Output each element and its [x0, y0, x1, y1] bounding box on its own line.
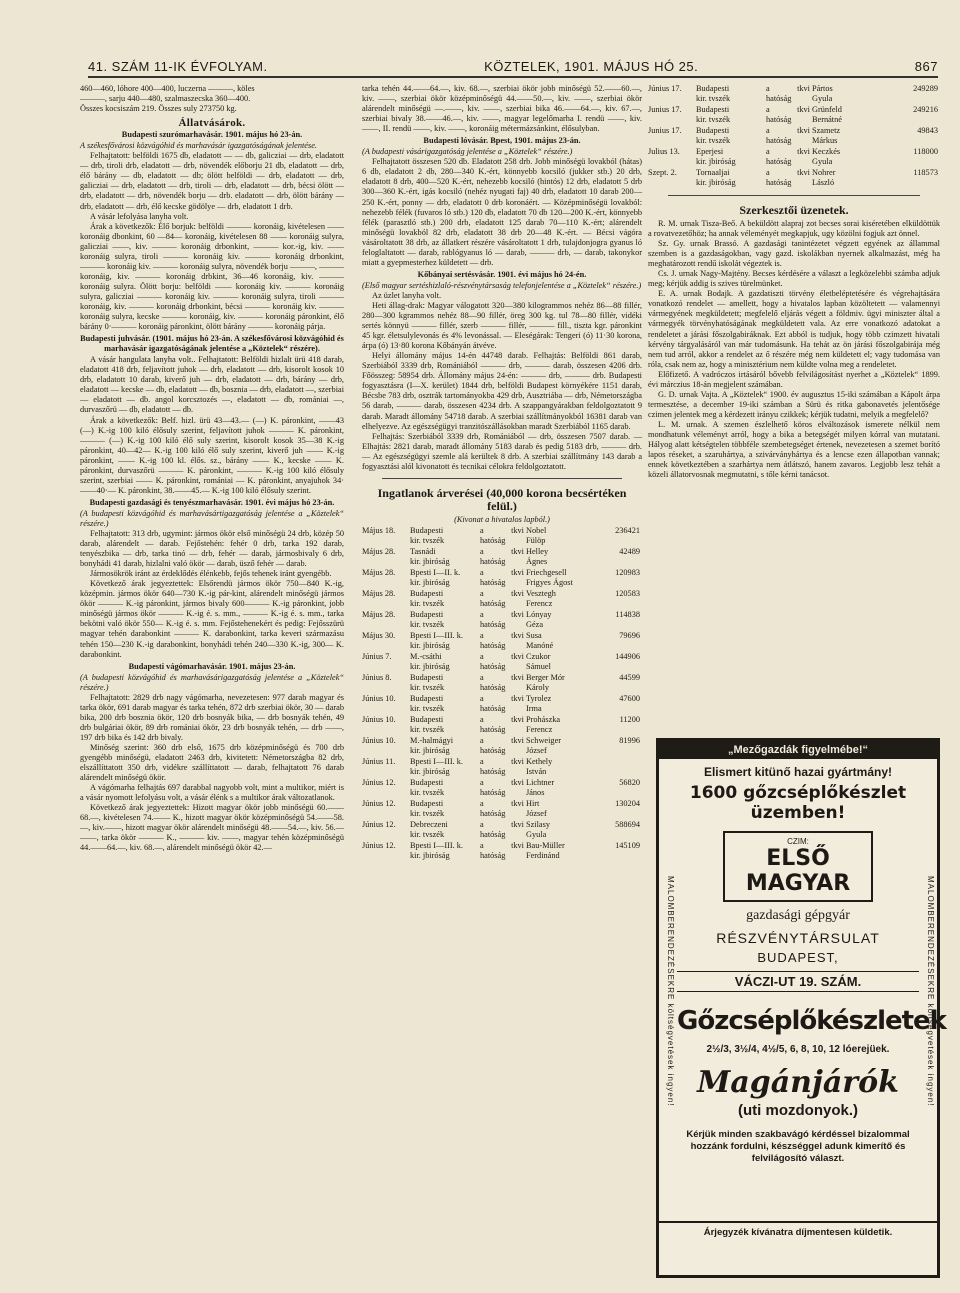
- auction-amount: 49843: [917, 126, 938, 135]
- auction-owner: [526, 652, 601, 673]
- auction-date: Június 11.: [362, 756, 396, 766]
- ad-logo-box: [723, 831, 873, 902]
- publication-date: KÖZTELEK, 1901. MÁJUS HÓ 25.: [484, 58, 699, 74]
- court-name: M.-halmágyi: [410, 735, 454, 745]
- auction-date: Június 17.: [648, 84, 682, 93]
- owner-given-name: Ágnes: [526, 556, 548, 566]
- report-body: Helyi állomány május 14-én 44748 darab. Felhajtás: Belföldi 861 darab, Szerbiából 3339 drb, Romániából ——— drb, ——— darab, összesen 4206 drb. Főösszeg: 58954 drb. Állomány május 24-én: ——— drb, ——— drb. Budapesti fogyasztásra (I—X. kerület) 1844 drb, belföldi Budapest környékére 1151 darab, Bécsbe 783 drb, osztrák tartományokba 429 drb, Ausztriába — drb, Németországba 56 darab, ——— darab, összesen 4234 drb. A szappangyárakban feldolgoztatott 9 darab. Maradt állomány 54718 darab. A szerbiai szállítmányokból 16381 darab van elhelyezve. Az egészségügyi tranzitószállásokban maradt Szerbiából 1165 darab.: [362, 351, 642, 431]
- auction-authority: a tkvi hatóság: [766, 84, 810, 103]
- court-type: kir. tvszék: [410, 535, 445, 545]
- auction-date: Június 12.: [362, 840, 396, 850]
- auction-date: Május 28.: [362, 546, 396, 556]
- court-name: Budapesti: [410, 798, 444, 808]
- court-type: kir. tvszék: [696, 115, 731, 124]
- auction-row: [362, 736, 642, 757]
- auction-owner: [526, 610, 601, 631]
- auction-amount: 47600: [619, 693, 640, 703]
- court-type: kir. jbiróság: [410, 556, 450, 566]
- court-name: Tasnádi: [410, 546, 436, 556]
- owner-given-name: József: [526, 808, 547, 818]
- court-type: kir. jbiróság: [410, 640, 450, 650]
- auction-court: [410, 589, 480, 610]
- auction-authority: a tkvi hatóság: [766, 147, 810, 166]
- auction-owner: [526, 694, 601, 715]
- advertisement: [656, 738, 946, 1278]
- report-source: (A budapesti közvágóhid és marhavásárigazgatóság jelentése a „Köztelek“ részére.): [80, 672, 344, 692]
- auction-owner: [526, 841, 601, 862]
- auction-court: [696, 147, 766, 168]
- auction-court: [696, 168, 766, 189]
- auction-court: [410, 799, 480, 820]
- auction-court: [410, 526, 480, 547]
- owner-given-name: Gyula: [812, 94, 833, 103]
- owner-name: Czukor: [526, 651, 551, 661]
- owner-name: Lónyay: [526, 609, 552, 619]
- court-type: kir. tvszék: [410, 619, 445, 629]
- owner-given-name: Gyula: [526, 829, 547, 839]
- owner-name: Vesztegh: [526, 588, 556, 598]
- report-heading: Budapesti juhvásár. (1901. május hó 23-án. A székesfővárosi közvágóhid és marhavásár igazgatóságának jelentése a „Köztelek“ részére).: [80, 334, 344, 354]
- court-name: Bpesti I—III. k.: [410, 756, 463, 766]
- ad-claim: Elismert kitünő hazai gyártmány!: [703, 765, 893, 779]
- court-name: Bpesti I—II. k.: [410, 567, 461, 577]
- court-type: kir. jbiróság: [410, 577, 450, 587]
- owner-given-name: László: [812, 178, 835, 187]
- owner-given-name: Ferdinánd: [526, 850, 560, 860]
- auction-court: [696, 126, 766, 147]
- court-type: kir. tvszék: [410, 829, 445, 839]
- auction-authority: a tkvi hatóság: [480, 777, 524, 797]
- auction-amount: 11200: [619, 714, 640, 724]
- auction-owner: [812, 105, 882, 126]
- court-type: kir. jbiróság: [696, 178, 736, 187]
- editor-message: Előfizető. A vadróczos irtásáról bővebb felvilágosítást nyerhet a „Köztelek“ 1899. évi márczius 18-án megjelent számában.: [648, 369, 940, 389]
- report-body: A vágómarha felhajtás 697 darabbal nagyobb volt, mint a multikor, miért is a vásár nyomott lefolyásu volt, a vásár élénk s a multikor árak változatlanok.: [80, 783, 344, 803]
- auction-amount: 130204: [615, 798, 640, 808]
- ad-note: Kérjük minden szakbavágó kérdéssel bizalommal hozzánk fordulni, készséggel adunk kimerítő és felvilágosító választ.: [686, 1129, 910, 1164]
- owner-name: Prohászka: [526, 714, 561, 724]
- livestock-reports: [80, 130, 344, 853]
- auction-authority: a tkvi hatóság: [480, 567, 524, 587]
- auction-authority: a tkvi hatóság: [480, 651, 524, 671]
- court-name: Bpesti I—III. k.: [410, 630, 463, 640]
- auction-owner: [812, 168, 882, 189]
- report-body: Árak a következők: Élő borjuk: belföldi ——— koronáig, kivételesen —— koronáig dbonkint, 60 —84— koronáig, kivételesen 88 —— koronáig sulyra, galicziai ——, kiv. ——— koronáig drbonkint, ——— kor.-ig, kiv. —— koronáig sulyra, tiroli ——— koronáig kiv. ——— koronáig drbonkint, ——— koronáig kiv. ——— koronáig sulyra, növendék borju ———, ——— koronáig, kiv. ——— koronáig drbkint, 36—46 koronáig, kiv. ——— koronáig sulyra. Ölött borju: belföldi —— koronáig kiv. ——— koronáig sulyra, galicziai ——— koronáig kiv. ——— koronáig sulyra, tiroli ——— koronáig, kiv. ——— koronáig drbonkint, bécsi ——— koronáig kiv. ——— koronáig sulyra, kecske ——— koronáig, kiv. ——— koronáig páronkint, élő bárány 0·——— koronáig páronkint, ölött bárány ——— koronáig párja.: [80, 221, 344, 332]
- auction-court: [410, 673, 480, 694]
- owner-given-name: Manóné: [526, 640, 554, 650]
- auction-row: [362, 652, 642, 673]
- column-right: [648, 84, 940, 480]
- report-body: Felhajtatott: 313 drb, ugymint: jármos ökör első minőségü 24 drb, közép 50 darab, alárendelt — darab. Fejőstehén: fehér 0 drb, tarka 192 darab, tenyészbika — drb, tarka tinó — drb, fehér — darab, jármosbivaly 6 drb, bonyhádi 41 darab, hizlalni való ökör — darab, üsző fehér — darab.: [80, 529, 344, 569]
- court-name: Debreczeni: [410, 819, 448, 829]
- ad-side-text-left: MALOMBERENDEZÉSEKRE költségvetések ingyen!: [666, 875, 675, 1107]
- owner-given-name: Ferencz: [526, 598, 553, 608]
- court-name: Budapesti: [696, 84, 730, 93]
- auction-authority: a tkvi hatóság: [480, 819, 524, 839]
- owner-given-name: Bernátné: [812, 115, 842, 124]
- court-name: Budapesti: [410, 525, 444, 535]
- owner-given-name: Sámuel: [526, 661, 551, 671]
- auction-date: Junius 17.: [648, 105, 682, 114]
- auction-date: Május 28.: [362, 588, 396, 598]
- owner-name: Szametz: [812, 126, 841, 135]
- auction-row: [362, 568, 642, 589]
- intro-line: 460—460, lóhore 400—400, luczerna ———, köles: [80, 84, 255, 93]
- report-heading: Budapesti lóvásár. Bpest, 1901. május 23-án.: [423, 136, 581, 146]
- auction-owner: [526, 631, 601, 652]
- auction-date: Május 18.: [362, 525, 396, 535]
- owner-given-name: József: [526, 745, 547, 755]
- court-type: kir. tvszék: [696, 136, 731, 145]
- court-type: kir. tvszék: [410, 787, 445, 797]
- ad-address: VÁCZI-UT 19. SZÁM.: [677, 971, 919, 992]
- auction-amount: 114838: [615, 609, 640, 619]
- court-type: kir. tvszék: [410, 724, 445, 734]
- auction-authority: a tkvi hatóság: [480, 546, 524, 566]
- court-name: Budapesti: [410, 693, 444, 703]
- auction-authority: a tkvi hatóság: [766, 105, 810, 124]
- auction-authority: a tkvi hatóság: [766, 126, 810, 145]
- court-name: Eperjesi: [696, 147, 724, 156]
- report-body: Felhajtás: Szerbiából 3339 drb, Romániából — drb, összesen 7507 darab. — Elhajtás: 2821 darab, maradt állomány 5183 darab és pedig 5183 drb, ——— drb. — Az egészségügyi szemle alá kerültek 8 drb. A szerbiai szállítmány 143 darab a fogyasztási alól kivonatott és tecnikai célokra feldolgoztatott.: [362, 431, 642, 471]
- owner-given-name: Márkus: [812, 136, 838, 145]
- auction-court: [410, 694, 480, 715]
- auction-date: Szept. 2.: [648, 168, 677, 177]
- market-intro: [80, 84, 344, 114]
- auction-amount: 79696: [619, 630, 640, 640]
- auction-date: Június 7.: [362, 651, 392, 661]
- owner-given-name: Irma: [526, 703, 542, 713]
- auction-amount: 249216: [913, 105, 938, 114]
- owner-given-name: Károly: [526, 682, 550, 692]
- auction-row: [362, 841, 642, 862]
- auction-authority: a tkvi hatóság: [480, 756, 524, 776]
- auction-owner: [526, 673, 601, 694]
- auction-amount: 56820: [619, 777, 640, 787]
- owner-name: Schweiger: [526, 735, 562, 745]
- auction-court: [696, 84, 766, 105]
- auction-court: [410, 757, 480, 778]
- court-name: Bpesti I—III. k.: [410, 840, 463, 850]
- auction-owner: [812, 84, 882, 105]
- court-type: kir. jbiróság: [410, 745, 450, 755]
- report-body: Következő árak jegyeztettek: Hizott magyar ökör jobb minőségü 60.——68.—, kivételesen 74.—— K., hizott magyar ökör középminőségü 54.——58.—, kiv.——, hizott magyar ökör alárendelt minőségü 48.——54.—, kiv. 56.— ——, tarka ökör ——— K., ——— kiv. ——, magyar tehén középminőségü 44.——64.—, kiv. 68.—, alárendelt minőségü ökör 42.—: [80, 803, 344, 853]
- owner-name: Keczkés: [812, 147, 841, 156]
- auction-subtitle: (Kivonat a hivatalos lapból.): [454, 514, 550, 524]
- auction-amount: 42489: [619, 546, 640, 556]
- auction-court: [410, 736, 480, 757]
- auction-date: Május 28.: [362, 567, 396, 577]
- auction-owner: [526, 757, 601, 778]
- report-heading: Kőbányai sertésvásár. 1901. évi május hó 24-én.: [417, 269, 587, 279]
- owner-given-name: Géza: [526, 619, 544, 629]
- auction-authority: a tkvi hatóság: [480, 735, 524, 755]
- auction-owner: [526, 820, 601, 841]
- ad-footer: Árjegyzék kívánatra díjmentesen küldetik.: [659, 1221, 937, 1275]
- auction-row: [648, 105, 940, 126]
- auction-amount: [601, 757, 642, 778]
- column-left: [80, 84, 344, 854]
- auction-table-continued: [648, 84, 940, 189]
- market-reports: [362, 136, 642, 472]
- auction-date: Június 12.: [362, 777, 396, 787]
- owner-name: Pártos: [812, 84, 833, 93]
- auction-amount: 81996: [619, 735, 640, 745]
- report-body: A vásár lefolyása lanyha volt.: [90, 211, 189, 221]
- report-heading: Budapesti vágómarhavásár. 1901. május 23-án.: [128, 661, 296, 671]
- auction-authority: a tkvi hatóság: [480, 630, 524, 650]
- report-source: (A budapesti közvágóhid és marhavásártigazgatóság jelentése a „Köztelek“ részére.): [80, 508, 344, 528]
- report-source: (A budapesti vásárigazgatóság jelentése a „Köztelek“ részére.): [362, 147, 573, 157]
- owner-name: Susa: [526, 630, 542, 640]
- auction-owner: [526, 715, 601, 736]
- auction-date: Június 12.: [362, 798, 396, 808]
- report-body: Felhajtatott: belföldi 1675 db, eladatott — — db, galicziai — drb, eladatott — drb, tiroli drb, eladatott — drb, növendék előborju 21 db, eladatott — drb, élő bárány — db, eladatott — db; ölött belföldi — drb, eladatott — drb, galicziai — drb, eladatott — drb, tiroli — drb, eladatott — drb, bécsi ölött — drb, eladatott — drb, növendék borju — drb. eladatott — drb, ölött bárány — drb, eladatott — drb, élő kecske gödölye — drb, eladatott 1 drb.: [80, 151, 344, 211]
- report-body: Következő árak jegyeztettek: Elsőrendü jármos ökör 750—840 K.-ig, középmin. jármos ökör 640—730 K.-ig pár-kint, alárendelt minőségü jármos ökör ——— K.-ig páronkint, jármos bivaly 600——— K.-ig páronkint, jobb minőségü jármos ökör ——— K.-ig é. s. mm., ——— K.-ig é. s. mm., tarka bekötni való ökör 550— K.-ig é. s. mm. Fejőstehenekért és pedig: Fejősszürü magyar tehén darabonkint ——— K. darabonkint, tarka keveri származásu tehén 150—230 K.-ig darabonkint, bonyhádi tehén 240—330 K.-ig, 300— K. darabonkint.: [80, 579, 344, 659]
- owner-given-name: Fülöp: [526, 535, 546, 545]
- auction-owner: [526, 589, 601, 610]
- ad-product-sizes: 2½/3, 3½/4, 4½/5, 6, 8, 10, 12 lóerejüek.: [706, 1044, 890, 1055]
- auction-owner: [812, 126, 882, 147]
- auction-row: [362, 610, 642, 631]
- auction-owner: [526, 568, 601, 589]
- auction-court: [410, 568, 480, 589]
- auction-amount: 236421: [615, 525, 640, 535]
- owner-name: Bau-Müller: [526, 840, 565, 850]
- editor-message: E. A. urnak Bodajk. A gazdatiszti törvény életbeléptetésére és végrehajtására vonatkozó rendelet — amellett, hogy a hivatalos lapban közöltetett — valamennyi vármegyének megküldetett; megfelelő eljárás végett a földmiv. ügyi miniszter által a vármegyék törvényhatóságának megküldetett vala. Az erre vonatkozó adatokat a rendeletet a járási főszolgabiráknak. Ezt abból is tudjuk, hogy több czimzett hivatali kérvény tárgyalásáról van már tudomásunk. Ha tehát az ön járási főszolgabirája még nem tud arról, akkor a rendelet az ő részére még nem küldetett el; vagy tudomása van róla, csak nem az, hogy a minisztérium nem küldte volna meg a rendeletet.: [648, 289, 940, 369]
- auction-date: Június 10.: [362, 693, 396, 703]
- owner-name: Nobel: [526, 525, 547, 535]
- auction-row: [648, 84, 940, 105]
- report-body: Az üzlet lanyha volt.: [372, 290, 442, 300]
- owner-given-name: Frigyes Ágost: [526, 577, 573, 587]
- owner-name: Grünfeld: [812, 105, 842, 114]
- court-type: kir. tvszék: [410, 682, 445, 692]
- court-name: Tornaaljai: [696, 168, 730, 177]
- auction-row: [362, 757, 642, 778]
- auction-owner: [526, 736, 601, 757]
- court-type: kir. jbiróság: [410, 661, 450, 671]
- ad-city: BUDAPEST,: [757, 950, 839, 965]
- ad-claim-count: 1600 gőzcséplőkészlet üzemben!: [689, 783, 907, 823]
- auction-owner: [526, 547, 601, 568]
- report-source: (Első magyar sertéshizlaló-részvénytársaság telefonjelentése a „Köztelek“ részére.): [362, 280, 642, 290]
- court-name: Budapesti: [410, 777, 444, 787]
- auction-authority: a tkvi hatóság: [480, 609, 524, 629]
- auction-court: [410, 610, 480, 631]
- ad-product-title: Gőzcséplőkészletek: [677, 1006, 946, 1036]
- owner-name: Tyrolez: [526, 693, 552, 703]
- court-name: Budapesti: [410, 588, 444, 598]
- auction-amount: 588694: [615, 819, 640, 829]
- auction-owner: [812, 147, 882, 168]
- ad-logo-label: CZIM:: [787, 837, 809, 846]
- auction-date: Julius 13.: [648, 147, 680, 156]
- auction-row: [362, 547, 642, 568]
- report-body: Heti állag-drak: Magyar válogatott 320—380 kilogrammos nehéz 86—88 fillér, 280—300 kgrammos nehéz 88—90 fillér, öreg 300 kg. tul 78—80 fillér, vidéki sertés könnyü ——— fillér, szerb ——— fillér, ——— fill., tiszta kgr. páronkint 45 kgr. életsulylevonás és 4% levonással. — Eleségárak: Tengeri (ó) 11·30 korona, árpa (ó) 13·80 korona Kőbányán átvéve.: [362, 300, 642, 351]
- owner-given-name: István: [526, 766, 547, 776]
- ad-product2-note: (uti mozdonyok.): [738, 1102, 858, 1119]
- auction-row: [362, 694, 642, 715]
- cattle-prices-continued: tarka tehén 44.——64.—, kiv. 68.—, szerbiai ökör jobb minőségü 52.——60.—, kiv. ——, szerbiai ökör középminőségü 44.——50.—, kiv. ——, szerbiai ökör alárendelt minőségü —.——, kiv. ——, szerbiai bika 46.——64.—, kiv. 67.—, szerbiai bivaly 38.——46.—, kiv. ——, magyar legelőmarha I. rendü ——, kiv. ——, II. rendü ——, kiv. ——, koronáig métermázsánkint, élősulyban.: [362, 84, 642, 134]
- auction-row: [362, 778, 642, 799]
- intro-line: ———, sarju 440—480, szalmaszecska 360—400.: [80, 94, 251, 104]
- auction-authority: a tkvi hatóság: [480, 693, 524, 713]
- auction-row: [648, 168, 940, 189]
- auction-title: Ingatlanok árverései (40,000 korona becsértéken felül.): [377, 485, 627, 513]
- court-name: Budapesti: [410, 609, 444, 619]
- report-heading: Budapesti szurómarhavásár. 1901. május hó 23-án.: [121, 130, 303, 140]
- ad-company-type: gazdasági gépgyár: [746, 908, 850, 923]
- auction-authority: a tkvi hatóság: [480, 840, 524, 860]
- page-number: 867: [914, 58, 938, 74]
- court-name: Budapesti: [410, 672, 444, 682]
- court-name: M.-csáthi: [410, 651, 442, 661]
- court-type: kir. tvszék: [410, 598, 445, 608]
- auction-date: Június 8.: [362, 672, 392, 682]
- auction-row: [362, 799, 642, 820]
- court-type: kir. tvszék: [696, 94, 731, 103]
- auction-amount: 118573: [913, 168, 938, 177]
- owner-given-name: Ferencz: [526, 724, 553, 734]
- auction-amount: 118000: [913, 147, 938, 156]
- auction-date: Június 10.: [362, 735, 396, 745]
- auction-owner: [526, 799, 601, 820]
- auction-table: [362, 526, 642, 862]
- auction-court: [410, 631, 480, 652]
- auction-amount: 44599: [619, 672, 640, 682]
- auction-row: [362, 820, 642, 841]
- court-name: Budapesti: [696, 126, 730, 135]
- ad-company-form: RÉSZVÉNYTÁRSULAT: [716, 930, 880, 946]
- editor-messages: [648, 219, 940, 480]
- owner-given-name: János: [526, 787, 545, 797]
- auction-court: [410, 715, 480, 736]
- auction-date: Június 12.: [362, 819, 396, 829]
- editor-message: G. D. urnak Vajta. A „Köztelek“ 1900. év augusztus 15-iki számában a Kápolt árpa termesztése, a december 19-iki számban a Sürü és ritka gabonavetés jelentősége czimen jelentek meg a kérdezett irányu czikkek; kérjük tudatni, melyik a megfelelő?: [648, 389, 940, 419]
- report-body: Felhajtatott összesen 520 db. Eladatott 258 drb. Jobb minőségü lovakból (hátas) 6 db, eladatott 2 db, 280—340 K.-ért, könnyebb kocsiló (jukker stb.) 20 drb, eladatott 8 drb, 400—520 K.-ért, nehezebb kocsiló (hintós) 12 drb, eladatott 5 drb 300—360 K.-ért, igás kocsiló (nehéz nyugati faj) 40 drb, eladatott 10 darab 200—250 K.-ért, ponny — drb, eladatott 0 drb koronáért. — Középminőségü lovakból: nehezebb félék (fuvaros ló stb.) 120 db, eladatott 70 db 120—200 K.-ért, könnyebb félék (parasztló stb.) 200 drb, eladatott 125 darab 70—110 K.-ért; alárendelt minőségü lovakból 82 drb, eladatott 38 drb 20—48 K.-ért. — Bécsi vágóra vásároltatott 38 drb, az állatkert részére vásároltatott 1 drb, tulajdonjogra gyanus ló feloglaltatott — darab, rablógyanus ló — darab, ——— drb, — darab, takonykor miatt a gyepmesterhez küldetett — drb.: [362, 157, 642, 267]
- court-name: Budapesti: [410, 714, 444, 724]
- divider: [668, 195, 920, 196]
- auction-court: [410, 820, 480, 841]
- owner-name: Berger Mór: [526, 672, 565, 682]
- intro-line: Összes kocsiszám 219. Összes suly 273750 kg.: [80, 104, 237, 114]
- issue-number: 41. SZÁM 11-IK ÉVFOLYAM.: [88, 58, 268, 74]
- auction-row: [362, 589, 642, 610]
- ad-product2-title: Magánjárók: [697, 1065, 899, 1100]
- court-type: kir. jbiróság: [410, 766, 450, 776]
- auction-court: [410, 778, 480, 799]
- auction-authority: a tkvi hatóság: [766, 168, 810, 187]
- auction-authority: a tkvi hatóság: [480, 525, 524, 545]
- auction-court: [410, 547, 480, 568]
- report-heading: Budapesti gazdasági és tenyészmarhavásár. 1901. évi május hó 23-án.: [89, 497, 335, 507]
- owner-name: Kethely: [526, 756, 553, 766]
- auction-court: [410, 652, 480, 673]
- auction-court: [696, 105, 766, 126]
- editor-message: Sz. Gy. urnak Brassó. A gazdasági tanintézetet végzett egyének az állammal szemben is a gazdaságokban, vagy gazd. iskolákban nyernek alkalmazást, még ha meghatározott rendű iskolát végeztek is.: [648, 239, 940, 269]
- owner-name: Nohrer: [812, 168, 836, 177]
- court-name: Budapesti: [696, 105, 730, 114]
- ad-company-name: ELSŐ MAGYAR: [745, 846, 851, 896]
- auction-owner: [526, 526, 601, 547]
- owner-given-name: Gyula: [812, 157, 833, 166]
- auction-date: Május 28.: [362, 609, 396, 619]
- section-title-editor-messages: Szerkesztői üzenetek.: [739, 203, 849, 217]
- court-type: kir. tvszék: [410, 808, 445, 818]
- auction-court: [410, 841, 480, 862]
- owner-name: Friechgesell: [526, 567, 567, 577]
- auction-amount: 249289: [913, 84, 938, 93]
- editor-message: Cs. J. urnak Nagy-Majtény. Becses kérdésére a választ a legközelebbi számba adjuk meg; kérjük addig is szives türelmünket.: [648, 269, 940, 289]
- divider: [382, 478, 622, 479]
- auction-row: [362, 673, 642, 694]
- report-body: A vásár hangulata lanyha volt.. Felhajtatott: Belföldi hizlalt ürü 418 darab, eladatott 418 drb, feljavított juhok — drb, eladatott — drb, kisorolt kosok 10 drb, eladatott 10 darab, kiverő juh — drb, eladatott — drb, bárány — drb, eladatott — kecske — db, eladatott — db, bosznia — drb, eladatott —, szerbiai — eladatott — db. angol korcsztozés —, eladatott — db, romániai —, durvaszőrü — db, eladatott — db.: [80, 355, 344, 415]
- auction-authority: a tkvi hatóság: [480, 588, 524, 608]
- report-body: Árak a következők: Belf. hizl. ürü 43—43.— (—) K. páronkint, ——43 (—) K.-ig 100 kiló élősuly szerint, feljavított juhok ——— K. páronkint, ——— (—) K.-ig 100 kiló élő suly szerint, kisorolt kosok 35—38 K.-ig páronkint, 40—42— K.-ig 100 kiló élő suly szerint, kiverő juh —— K.-ig páronkint, —— K.-ig 100 kl. élős. sz., bárány —— K., kecske —— K. páronkint, durvaszőrü ——— K. páronkint, ——— K.-ig 100 kiló élősuly szerint, szerbiai —— K. páronkint, romániai — K. páronkint, anyajuhok 34·——40·— K. páronkint, 38.——45.— K.-ig 100 kiló élősuly szerint.: [80, 415, 344, 495]
- auction-amount: 120583: [615, 588, 640, 598]
- auction-date: Junius 17.: [648, 126, 682, 135]
- section-title-allatvasarok: Állatvásárok.: [178, 117, 246, 130]
- column-middle: [362, 84, 642, 862]
- auction-row: [362, 715, 642, 736]
- auction-row: [648, 126, 940, 147]
- owner-name: Hirt: [526, 798, 540, 808]
- report-body: Minőség szerint: 360 drb első, 1675 drb középminőségü és 700 drb gyengébb minőségü, eladatott 2463 drb, kivitetett: Németországba 82 drb, elszállíttatott 350 drb, vidékre szállíttatott — darab, felhajtatott 76 darab alárendelt minőségü ökör.: [80, 743, 344, 783]
- court-type: kir. jbiróság: [696, 157, 736, 166]
- auction-amount: 145109: [615, 840, 640, 850]
- editor-message: L. M. urnak. A szemen észlelhető köros elváltozások ismerete nélkül nem mondhatunk véleményt arról, hogy a bika a betegségét milyen kórral van mutatani. Hályog alatt kétségtelen többféle szembetegséget értenek, nevezetesen a szemet borító lapos réseket, a szaruhártya, a szivárványhártya és a lencse ezen állapotban vannak; ennek következtében a szarhártya nem átlátszó, hanem zavaros. Legjobb lesz tehát a közeli állatorvosnak megmutatni, s tőle kérni tanácsot.: [648, 419, 940, 480]
- court-type: kir. tvszék: [410, 703, 445, 713]
- report-body: Felhajtatott: 2829 drb nagy vágómarha, nevezetesen: 977 darab magyar és tarka ökör, 691 darab magyar és tarka tehén, 872 drb szerbiai ökör, 30 — darab bika, 200 drb bosznia ökör, 120 drb bosnyák bika, — drb bosnyák tehén, 49 drb bulgáriai ökör, 89 drb romániai ökör, 23 drb bosnyák tehén, — drb ——, 197 drb bika és 142 drb bivaly.: [80, 692, 344, 742]
- auction-date: Május 30.: [362, 630, 396, 640]
- auction-authority: a tkvi hatóság: [480, 714, 524, 734]
- auction-row: [648, 147, 940, 168]
- owner-name: Lichtner: [526, 777, 555, 787]
- auction-authority: a tkvi hatóság: [480, 798, 524, 818]
- report-body: Jármosökrök iránt az érdeklődés élénkebb, fejős tehenek iránt gyengébb.: [90, 569, 332, 579]
- auction-row: [362, 526, 642, 547]
- auction-owner: [526, 778, 601, 799]
- ad-side-text-right: MALOMBERENDEZÉSEKRE költségvetések ingyen!: [926, 875, 935, 1107]
- auction-authority: a tkvi hatóság: [480, 672, 524, 692]
- court-type: kir. jbiróság: [410, 850, 450, 860]
- auction-date: Június 10.: [362, 714, 396, 724]
- page-header: [88, 56, 938, 78]
- auction-row: [362, 631, 642, 652]
- owner-name: Szilasy: [526, 819, 550, 829]
- report-source: A székesfővárosi közvágóhid és marhavásár igazgatóságának jelentése.: [80, 141, 317, 151]
- ad-banner: „Mezőgazdák figyelmébe!“: [659, 741, 937, 759]
- editor-message: R. M. urnak Tisza-Beő. A beküldött alapraj zot becses sorai kiséretében elküldöttük a rovatvezetőhöz; ha annak véleményét megkapjuk, ugy közölni fogjuk azt önnel.: [648, 219, 940, 239]
- auction-amount: 120983: [615, 567, 640, 577]
- owner-name: Helley: [526, 546, 549, 556]
- auction-amount: 144906: [615, 651, 640, 661]
